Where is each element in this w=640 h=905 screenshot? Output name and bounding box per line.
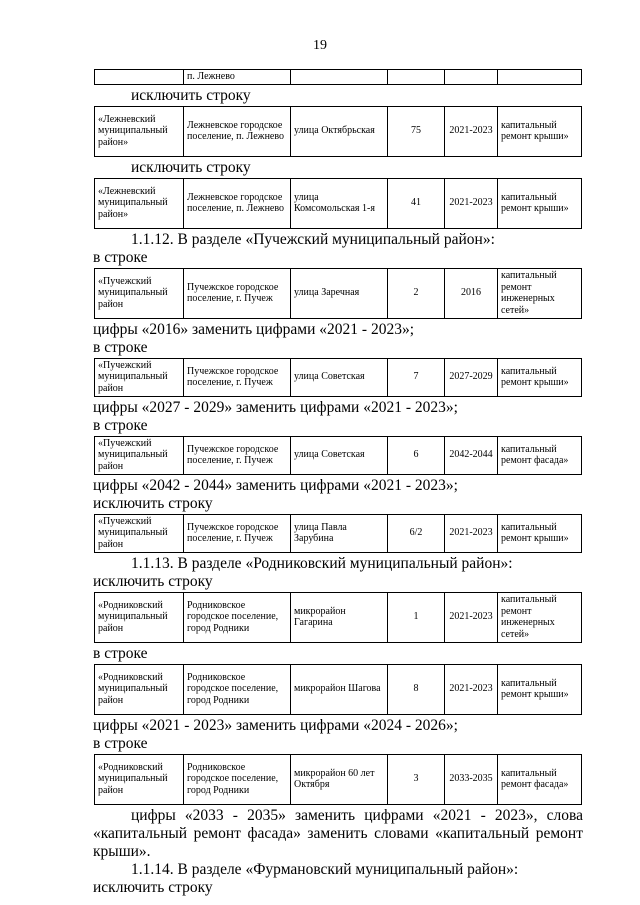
address-cell: улица Павла Зарубина <box>291 514 388 552</box>
house-number-cell: 41 <box>388 178 445 228</box>
period-cell: 2021-2023 <box>445 178 498 228</box>
settlement-cell: Родниковское городское поселение, город Родники <box>184 664 291 714</box>
work-type-cell: капитальный ремонт инженерных сетей» <box>498 592 582 642</box>
work-type-cell: капитальный ремонт крыши» <box>498 358 582 396</box>
table-row <box>94 514 582 553</box>
district-cell: «Родниковский муниципальный район <box>95 592 184 642</box>
table-row <box>94 106 582 157</box>
text-line: цифры «2021 - 2023» заменить цифрами «2024 - 2026»; <box>93 716 458 734</box>
house-number-cell: 75 <box>388 106 445 156</box>
address-cell: улица Советская <box>291 436 388 474</box>
text-line: исключить строку <box>131 158 251 176</box>
address-cell: микрорайон Гагарина <box>291 592 388 642</box>
text-line: в строке <box>93 338 148 356</box>
table-row <box>94 754 582 805</box>
house-number-cell: 7 <box>388 358 445 396</box>
settlement-cell: п. Лежнево <box>184 70 291 85</box>
work-type-cell: капитальный ремонт крыши» <box>498 178 582 228</box>
house-number-cell <box>388 70 445 85</box>
settlement-cell: Лежневское городское поселение, п. Лежнево <box>184 106 291 156</box>
address-cell: улица Заречная <box>291 268 388 318</box>
work-type-cell: капитальный ремонт крыши» <box>498 664 582 714</box>
settlement-cell: Родниковское городское поселение, город Родники <box>184 592 291 642</box>
address-cell: микрорайон Шагова <box>291 664 388 714</box>
settlement-cell: Пучежское городское поселение, г. Пучеж <box>184 358 291 396</box>
house-number-cell: 1 <box>388 592 445 642</box>
text-line: в строке <box>93 248 148 266</box>
period-cell: 2016 <box>445 268 498 318</box>
work-type-cell <box>498 70 582 85</box>
text-line: исключить строку <box>93 572 213 590</box>
house-number-cell: 6 <box>388 436 445 474</box>
table-row <box>94 436 582 475</box>
text-line: 1.1.13. В разделе «Родниковский муниципальный район»: <box>131 554 513 572</box>
text-line: цифры «2016» заменить цифрами «2021 - 2023»; <box>93 320 415 338</box>
address-cell: улица Советская <box>291 358 388 396</box>
table-row <box>94 592 582 643</box>
work-type-cell: капитальный ремонт фасада» <box>498 754 582 804</box>
district-cell: «Лежневский муниципальный район» <box>95 106 184 156</box>
settlement-cell: Пучежское городское поселение, г. Пучеж <box>184 436 291 474</box>
period-cell: 2027-2029 <box>445 358 498 396</box>
address-cell: микрорайон 60 лет Октября <box>291 754 388 804</box>
district-cell: «Пучежский муниципальный район <box>95 436 184 474</box>
settlement-cell: Родниковское городское поселение, город Родники <box>184 754 291 804</box>
period-cell: 2033-2035 <box>445 754 498 804</box>
text-line: цифры «2027 - 2029» заменить цифрами «2021 - 2023»; <box>93 398 458 416</box>
district-cell: «Родниковский муниципальный район <box>95 664 184 714</box>
text-line: в строке <box>93 416 148 434</box>
work-type-cell: капитальный ремонт фасада» <box>498 436 582 474</box>
house-number-cell: 8 <box>388 664 445 714</box>
text-line: 1.1.12. В разделе «Пучежский муниципальный район»: <box>131 230 495 248</box>
document-body <box>93 68 583 897</box>
district-cell: «Пучежский муниципальный район <box>95 268 184 318</box>
work-type-cell: капитальный ремонт крыши» <box>498 514 582 552</box>
text-line: цифры «2042 - 2044» заменить цифрами «2021 - 2023»; <box>93 476 458 494</box>
house-number-cell: 3 <box>388 754 445 804</box>
period-cell: 2021-2023 <box>445 514 498 552</box>
text-line: в строке <box>93 644 148 662</box>
work-type-cell: капитальный ремонт инженерных сетей» <box>498 268 582 318</box>
settlement-cell: Пучежское городское поселение, г. Пучеж <box>184 514 291 552</box>
text-line: 1.1.14. В разделе «Фурмановский муниципальный район»: <box>131 860 519 878</box>
district-cell <box>95 70 184 85</box>
address-cell: улица Октябрьская <box>291 106 388 156</box>
table-row <box>94 178 582 229</box>
work-type-cell: капитальный ремонт крыши» <box>498 106 582 156</box>
district-cell: «Пучежский муниципальный район <box>95 514 184 552</box>
district-cell: «Пучежский муниципальный район <box>95 358 184 396</box>
text-line: в строке <box>93 734 148 752</box>
period-cell: 2042-2044 <box>445 436 498 474</box>
period-cell: 2021-2023 <box>445 106 498 156</box>
text-line: «капитальный ремонт фасада» заменить словами «капитальный ремонт <box>93 824 583 842</box>
address-cell <box>291 70 388 85</box>
period-cell <box>445 70 498 85</box>
text-line: исключить строку <box>93 878 213 896</box>
text-line: исключить строку <box>93 494 213 512</box>
table-row <box>94 664 582 715</box>
table-row <box>94 268 582 319</box>
page-number: 19 <box>313 38 327 53</box>
settlement-cell: Пучежское городское поселение, г. Пучеж <box>184 268 291 318</box>
table-row <box>94 69 582 85</box>
settlement-cell: Лежневское городское поселение, п. Лежнево <box>184 178 291 228</box>
address-cell: улица Комсомольская 1-я <box>291 178 388 228</box>
text-line: цифры «2033 - 2035» заменить цифрами «2021 - 2023», слова <box>131 806 583 824</box>
house-number-cell: 6/2 <box>388 514 445 552</box>
house-number-cell: 2 <box>388 268 445 318</box>
district-cell: «Родниковский муниципальный район <box>95 754 184 804</box>
period-cell: 2021-2023 <box>445 664 498 714</box>
table-row <box>94 358 582 397</box>
period-cell: 2021-2023 <box>445 592 498 642</box>
text-line: крыши». <box>93 842 151 860</box>
district-cell: «Лежневский муниципальный район» <box>95 178 184 228</box>
text-line: исключить строку <box>131 86 251 104</box>
